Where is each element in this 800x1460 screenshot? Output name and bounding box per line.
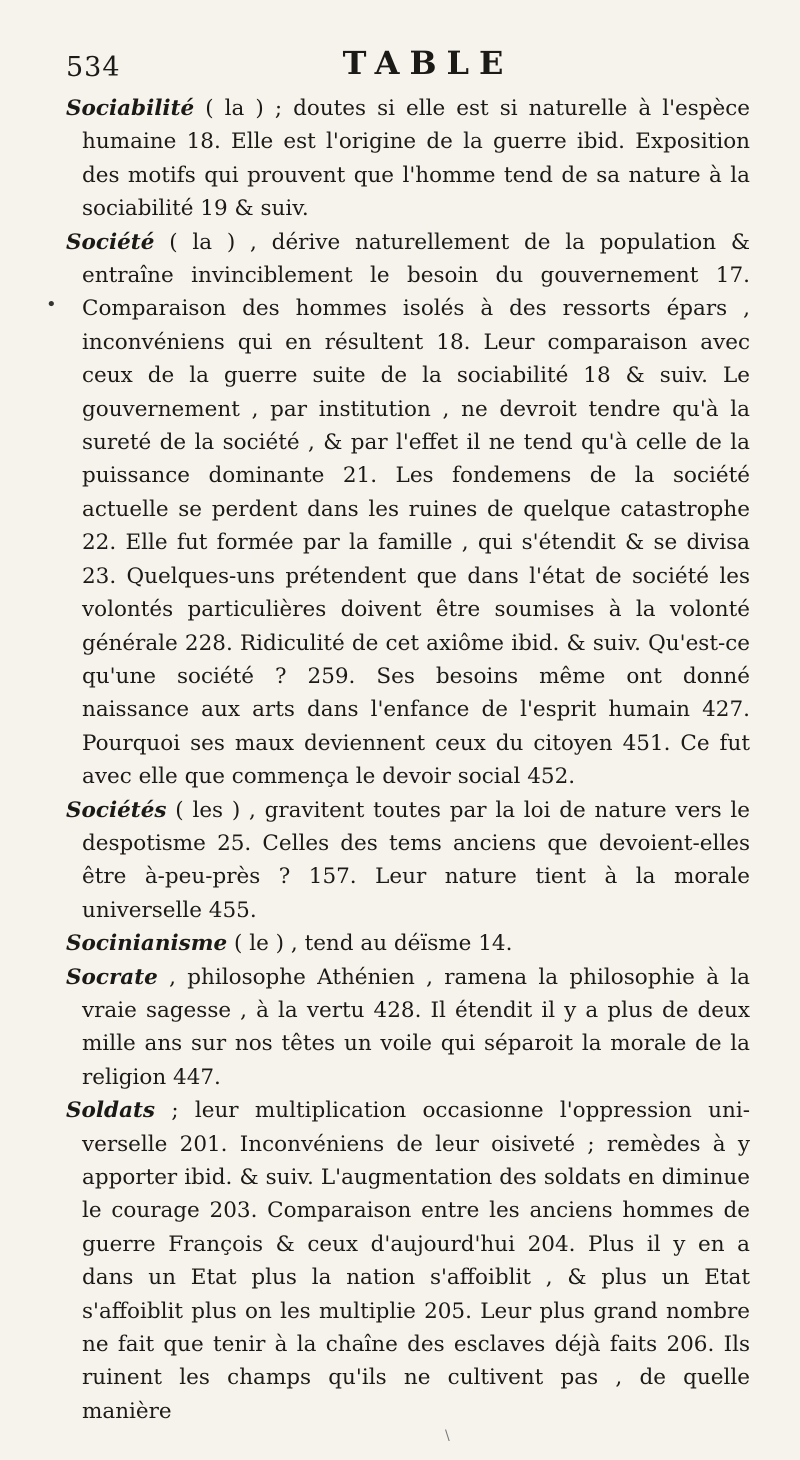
- entry-qualifier: ( la ) ;: [194, 96, 283, 121]
- entry-headword: Socrate: [66, 964, 158, 990]
- index-entry-socinianisme: [66, 927, 750, 960]
- entry-text: philosophe Athénien , ramena la philosophie à la vraie sagesse , à la vertu 428. Il étendit il y a plus de deux mille ans sur nos têtes un voile qui séparoit la morale de la religion 447.: [82, 964, 750, 1090]
- index-entry-societe: [66, 226, 750, 794]
- entry-text: doutes si elle est si naturelle à l'espèce humaine 18. Elle est l'origine de la guerre ibid. Exposition des motifs qui prouvent que l'homme tend de sa nature à la sociabilité 19 & suiv.: [82, 96, 750, 222]
- index-entry-societes: [66, 794, 750, 928]
- entry-qualifier: ( le ) ,: [227, 931, 298, 957]
- entry-text: leur multiplication occasionne l'oppression universelle 201. Inconvéniens de leur oisiveté ; remèdes à y apporter ibid. & suiv. L'augmentation des soldats en diminue le courage 203. Comparaison entre les anciens hommes de guerre François & ceux d'aujourd'hui 204. Plus il y en a dans un Etat plus la nation s'affoiblit , & plus un Etat s'affoiblit plus on les multiplie 205. Leur plus grand nombre ne fait que tenir à la chaîne des esclaves déjà faits 206. Ils ruinent les champs qu'ils ne cultivent pas , de quelle manière: [82, 1098, 750, 1424]
- running-title: TABLE: [342, 44, 514, 82]
- page-number: 534: [66, 52, 121, 83]
- entry-headword: Sociétés: [66, 797, 167, 823]
- entry-qualifier: ( les ) ,: [166, 797, 256, 823]
- index-entry-sociabilite: [66, 92, 750, 226]
- index-entries: [66, 92, 750, 1428]
- entry-headword: Société: [66, 229, 155, 255]
- entry-qualifier: ;: [155, 1098, 179, 1124]
- entry-qualifier: ,: [157, 964, 176, 990]
- running-head: [66, 0, 750, 92]
- index-entry-socrate: [66, 961, 750, 1095]
- index-entry-soldats: [66, 1094, 750, 1428]
- entry-headword: Sociabilité: [66, 96, 195, 121]
- entry-text: tend au déïsme 14.: [297, 931, 513, 957]
- margin-bullet: •: [46, 294, 57, 315]
- entry-qualifier: ( la ) ,: [154, 229, 257, 255]
- catchword-mark: \: [445, 1428, 450, 1444]
- entry-headword: Socinianisme: [66, 931, 228, 957]
- entry-text: dérive naturellement de la population & entraîne invinciblement le besoin du gouvernement 17. Comparaison des hommes isolés à des ressorts épars , inconvéniens qui en résultent 18. Leur comparaison avec ceux de la guerre suite de la sociabilité 18 & suiv. Le gouvernement , par institution , ne devroit tendre qu'à la sureté de la société , & par l'effet il ne tend qu'à celle de la puissance dominante 21. Les fondemens de la société actuelle se perdent dans les ruines de quelque catastrophe 22. Elle fut formée par la famille , qui s'étendit & se divisa 23. Quelques-uns prétendent que dans l'état de société les volontés particulières doivent être soumises à la volonté générale 228. Ridiculité de cet axiôme ibid. & suiv. Qu'est-ce qu'une société ? 259. Ses besoins même ont donné naissance aux arts dans l'enfance de l'esprit humain 427. Pourquoi ses maux deviennent ceux du citoyen 451. Ce fut avec elle que commença le devoir social 452.: [82, 229, 750, 790]
- entry-headword: Soldats: [66, 1098, 156, 1124]
- entry-text: gravitent toutes par la loi de nature vers le despotisme 25. Celles des tems anciens que devoient-elles être à-peu-près ? 157. Leur nature tient à la morale universelle 455.: [82, 797, 750, 923]
